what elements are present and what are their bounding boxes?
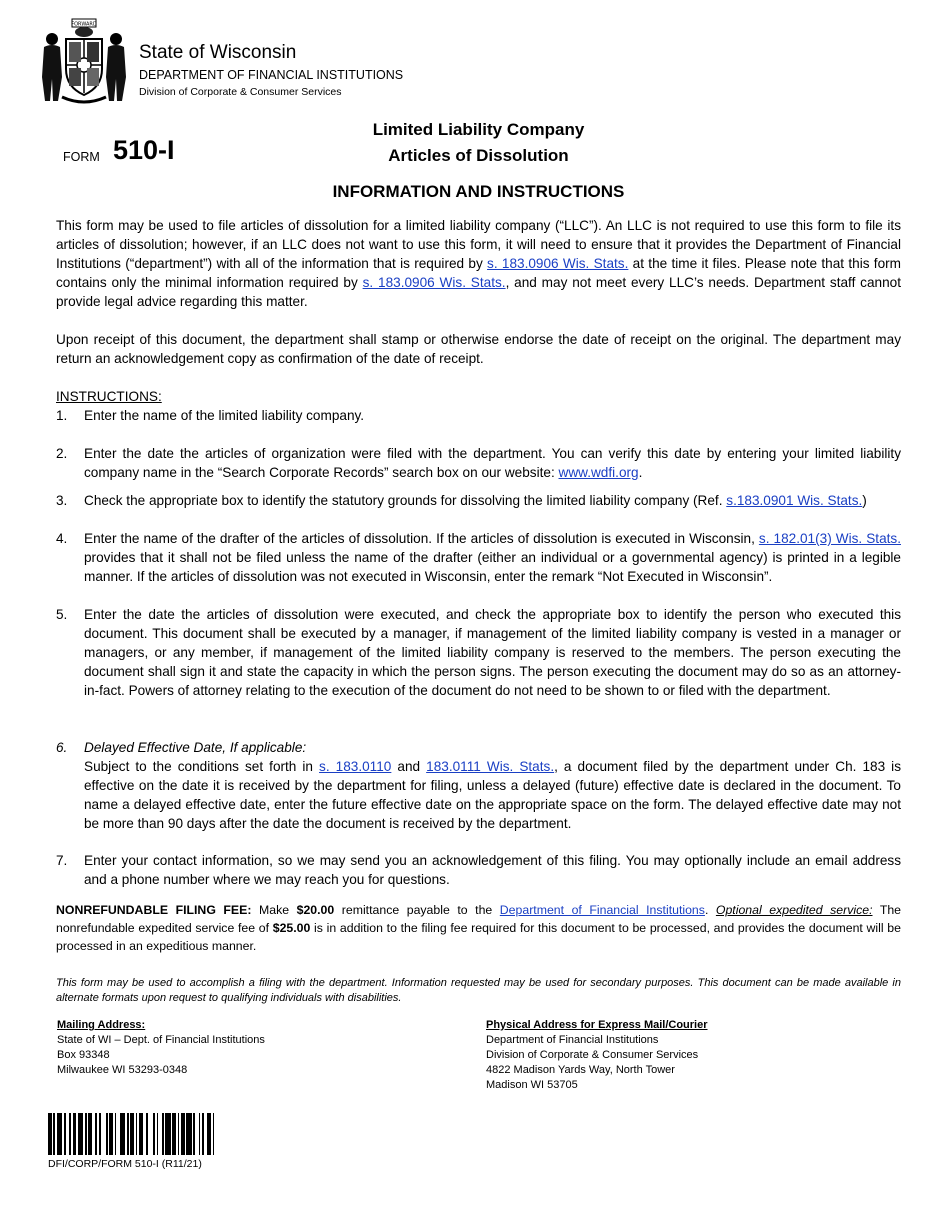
section-heading: INFORMATION AND INSTRUCTIONS — [332, 182, 625, 201]
instruction-item-1: Enter the name of the limited liability company. — [84, 408, 365, 423]
statute-link-183-0906[interactable]: s. 183.0906 Wis. Stats. — [487, 256, 629, 271]
mailing-heading: Mailing Address: — [57, 1019, 146, 1031]
instruction-item-5: Enter the date the articles of dissolution were executed, and check the appropriate box to identify the person who executed this document. This document shall be executed by a manager, if management of the limited liability company is vested in a manager or managers, or any member, if management of the limited liability company is reserved to the members. The person executing the document shall sign it and state the capacity in which the person signs. The person executing the document may do so as an attorney-in-fact. Powers of attorney relating to the execution of the document do not need to be shown to or filed with the department. — [84, 607, 901, 698]
physical-heading: Physical Address for Express Mail/Courier — [486, 1019, 708, 1031]
statute-link-182-01-3[interactable]: s. 182.01(3) Wis. Stats. — [758, 531, 901, 546]
form-number: 510-I — [113, 135, 175, 165]
physical-line: Division of Corporate & Consumer Services — [486, 1049, 699, 1061]
state-name: State of Wisconsin — [139, 42, 297, 63]
instruction-item-6-title: Delayed Effective Date, If applicable: — [84, 740, 307, 755]
item-5-number: 5. — [56, 607, 68, 622]
instruction-item-6: Subject to the conditions set forth in s. 183.0110 and 183.0111 Wis. Stats., a document filed by the department under Ch. 183 is effective on the date it is received by the department for filing, unless a delayed (future) effective date is declared in the document. To name a delayed effective date, enter the future effective date on the appropriate space on the form. The delayed effective date may not be more than 90 days after the date the document is received by the department. — [84, 759, 902, 831]
mailing-line: State of WI – Dept. of Financial Institutions — [57, 1034, 265, 1046]
intro-paragraph-2: Upon receipt of this document, the department shall stamp or otherwise endorse the date of receipt on the original. The department may return an acknowledgement copy as confirmation of the date of receipt. — [56, 332, 901, 366]
intro-paragraph-1: This form may be used to file articles of dissolution for a limited liability company (“LLC”). An LLC is not required to use this form to file its articles of dissolution; however, if an LLC does not want to use this form, it will need to ensure that it provides the Department of Financial Institutions (“department”) with all of the information that is required by s. 183.0906 Wis. Stats. at the time it files. Please note that this form contains only the minimal information required by s. 183.0906 Wis. Stats., and may not meet every LLC’s needs. Department staff cannot provide legal advice regarding this matter. — [56, 218, 901, 309]
form-title-line2: Articles of Dissolution — [388, 146, 569, 165]
barcode-icon — [48, 1113, 220, 1155]
form-title-line1: Limited Liability Company — [372, 120, 585, 139]
barcode-bar — [214, 1113, 219, 1155]
mailing-line: Milwaukee WI 53293-0348 — [57, 1064, 188, 1076]
form-label: FORM — [63, 150, 100, 164]
disclaimer: This form may be used to accomplish a filing with the department. Information requested may be used for secondary purposes. This document can be made available in alternate formats upon request to qualifying individuals with disabilities. — [56, 977, 901, 1004]
item-2-number: 2. — [56, 446, 68, 461]
item-3-number: 3. — [56, 493, 68, 508]
filing-fee-paragraph: NONREFUNDABLE FILING FEE: Make $20.00 remittance payable to the Department of Financial Institutions. Optional expedited service: The nonrefundable expedited service fee of $25.00 is in addition to the filing fee required for this document to be processed, and provides the document will be processed in an expeditious manner. — [56, 903, 902, 953]
physical-address — [486, 1018, 708, 1093]
statute-link-183-0906-2[interactable]: s. 183.0906 Wis. Stats. — [362, 275, 506, 290]
instruction-item-7: Enter your contact information, so we may send you an acknowledgement of this filing. You may optionally include an email address and a phone number where we may reach you for questions. — [84, 853, 901, 887]
instruction-item-2: Enter the date the articles of organization were filed with the department. You can verify this date by entering your limited liability company name in the “Search Corporate Records” search box on our website: www.wdfi.org. — [84, 446, 901, 480]
physical-line: Department of Financial Institutions — [486, 1034, 659, 1046]
division-name: Division of Corporate & Consumer Services — [139, 86, 342, 98]
form-code: DFI/CORP/FORM 510-I (R11/21) — [48, 1158, 202, 1170]
state-seal-icon — [38, 17, 130, 105]
instruction-item-3: Check the appropriate box to identify the statutory grounds for dissolving the limited liability company (Ref. s.183.0901 Wis. Stats.) — [84, 493, 867, 508]
wdfi-website-link[interactable]: www.wdfi.org — [558, 465, 639, 480]
statute-link-183-0901[interactable]: s.183.0901 Wis. Stats. — [726, 493, 863, 508]
statute-link-183-0110[interactable]: s. 183.0110 — [319, 759, 392, 774]
dfi-link[interactable]: Department of Financial Institutions — [499, 903, 705, 917]
svg-text:FORWARD: FORWARD — [71, 21, 97, 28]
instruction-item-4: Enter the name of the drafter of the articles of dissolution. If the articles of dissolution is executed in Wisconsin, s. 182.01(3) Wis. Stats. provides that it shall not be filed unless the name of the drafter (either an individual or a governmental agency) is printed in a legible manner. If the articles of dissolution was not executed in Wisconsin, enter the remark “Not Executed in Wisconsin”. — [84, 531, 901, 584]
item-1-number: 1. — [56, 408, 68, 423]
physical-line: 4822 Madison Yards Way, North Tower — [486, 1064, 675, 1076]
mailing-line: Box 93348 — [57, 1049, 110, 1061]
department-name: DEPARTMENT OF FINANCIAL INSTITUTIONS — [139, 68, 404, 82]
mailing-address — [57, 1018, 265, 1078]
item-7-number: 7. — [56, 853, 68, 868]
item-4-number: 4. — [56, 531, 68, 546]
instructions-heading: INSTRUCTIONS: — [56, 389, 162, 404]
statute-link-183-0111[interactable]: 183.0111 Wis. Stats. — [426, 759, 555, 774]
item-6-number: 6. — [56, 740, 68, 755]
physical-line: Madison WI 53705 — [486, 1079, 578, 1091]
